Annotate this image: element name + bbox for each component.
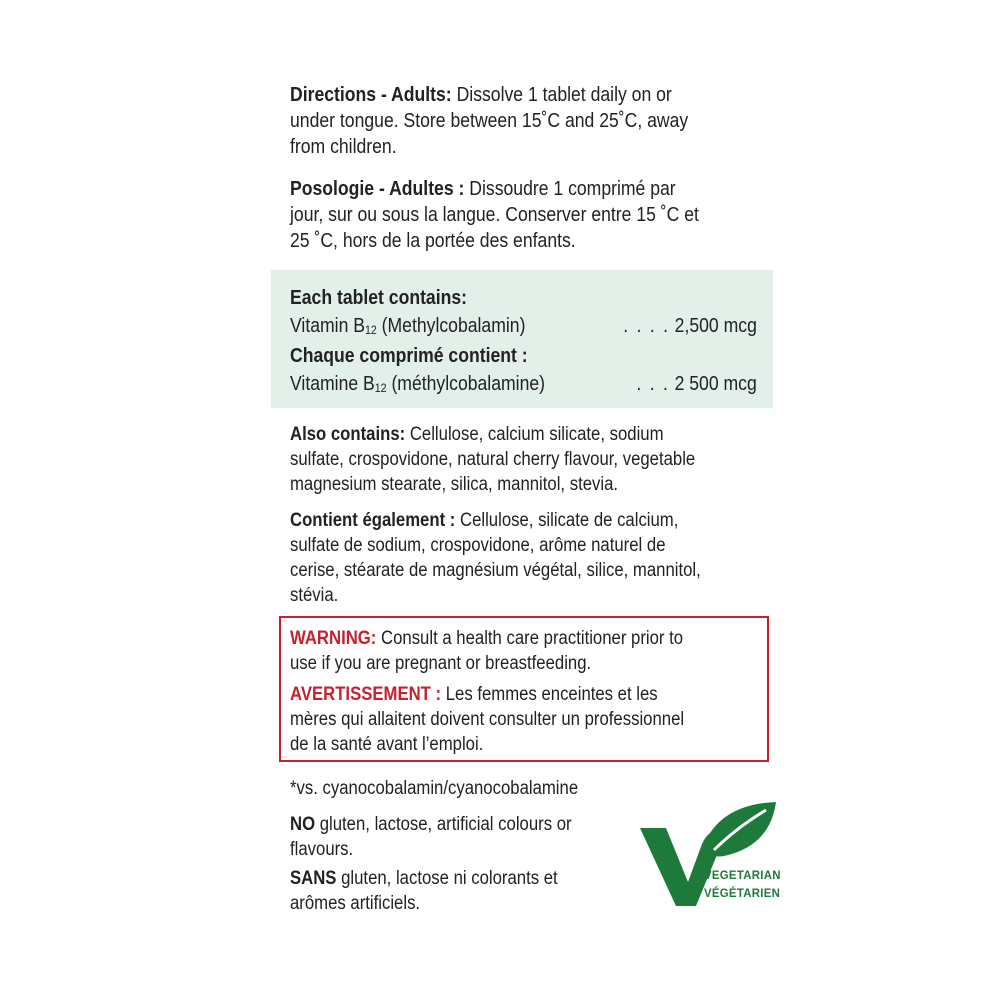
ingredient-fr-amount-row: [637, 370, 757, 398]
warning-fr: [290, 682, 704, 757]
ingredient-en-amount: 2,500 mcg: [674, 315, 757, 337]
ingredient-en-heading: Each tablet contains:: [290, 287, 468, 309]
ingredient-fr-amount: 2 500 mcg: [674, 373, 757, 395]
also-contains-en-label: Also contains:: [290, 424, 406, 445]
free-from-fr: [290, 866, 563, 916]
directions-en: [290, 82, 712, 160]
ingredient-en-amount-row: [623, 312, 757, 340]
also-contains-fr-text: Cellulose, silicate de calcium, sulfate de sodium, crospovidone, arôme naturel de cerise, stéarate de magnésium végétal, silice, mannitol, stévia.: [290, 510, 701, 606]
also-contains-fr-label: Contient également :: [290, 510, 456, 531]
ingredient-en-line: [290, 312, 525, 340]
warning-en-label: WARNING:: [290, 628, 377, 649]
free-from-en: [290, 812, 589, 862]
ingredient-fr-name: Vitamine B: [290, 373, 375, 395]
vegetarian-label: VEGETARIAN: [704, 868, 781, 882]
free-from-fr-text: gluten, lactose ni colorants et arômes artificiels.: [290, 868, 558, 914]
free-from-fr-label: SANS: [290, 868, 337, 889]
also-contains-fr: [290, 508, 712, 608]
directions-fr-label: Posologie - Adultes :: [290, 178, 465, 200]
directions-en-text: Dissolve 1 tablet daily on or under tongue. Store between 15˚C and 25˚C, away from children.: [290, 84, 689, 158]
warning-en-text: Consult a health care practitioner prior to use if you are pregnant or breastfeeding.: [290, 628, 684, 674]
free-from-en-text: gluten, lactose, artificial colours or flavours.: [290, 814, 572, 860]
ingredient-fr-line: [290, 370, 545, 398]
also-contains-en-text: Cellulose, calcium silicate, sodium sulfate, crospovidone, natural cherry flavour, vegetable magnesium stearate, silica, mannitol, stevia.: [290, 424, 696, 495]
also-contains-en: [290, 422, 712, 497]
warning-fr-label: AVERTISSEMENT :: [290, 684, 442, 705]
ingredient-fr-dots: . . .: [636, 373, 670, 395]
vegetarien-label: VÉGÉTARIEN: [704, 886, 781, 900]
ingredient-fr-suffix: (méthylcobalamine): [391, 373, 546, 395]
directions-en-label: Directions - Adults:: [290, 84, 452, 106]
free-from-en-label: NO: [290, 814, 316, 835]
ingredient-en-suffix: (Methylcobalamin): [381, 315, 526, 337]
warning-en: [290, 626, 704, 676]
directions-fr: [290, 176, 712, 254]
ingredient-en-name: Vitamin B: [290, 315, 366, 337]
ingredient-fr-heading: Chaque comprimé contient :: [290, 345, 528, 367]
ingredient-fr-sub: 12: [374, 381, 387, 395]
ingredient-en-dots: . . . .: [623, 315, 670, 337]
ingredient-en-sub: 12: [365, 323, 377, 337]
footnote: *vs. cyanocobalamin/cyanocobalamine: [290, 778, 579, 799]
directions-fr-text: Dissoudre 1 comprimé par jour, sur ou sous la langue. Conserver entre 15 ˚C et 25 ˚C, hors de la portée des enfants.: [290, 178, 699, 252]
warning-fr-text: Les femmes enceintes et les mères qui allaitent doivent consulter un professionnel de la santé avant l’emploi.: [290, 684, 685, 755]
